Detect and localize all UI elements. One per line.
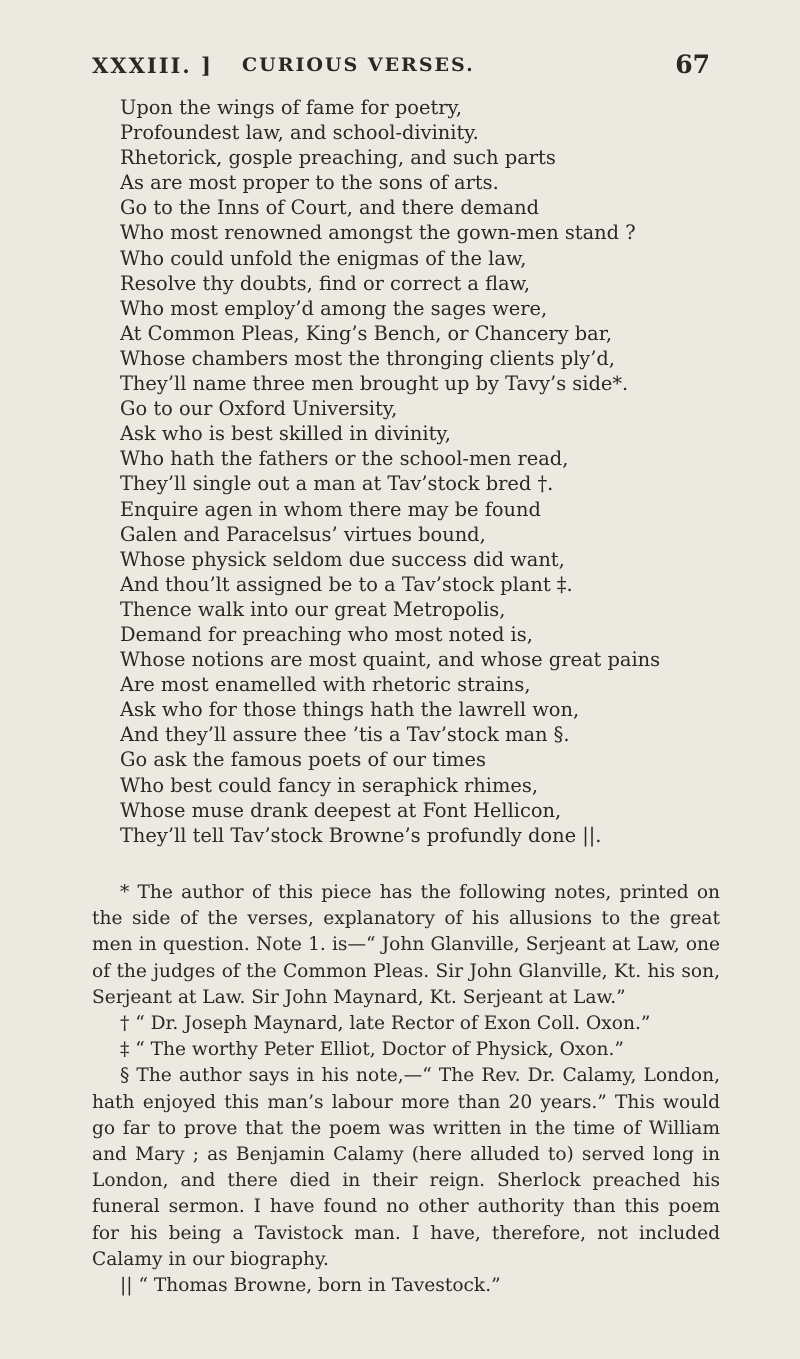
poem-line: Who most renowned amongst the gown-men stand ? [120, 221, 636, 245]
page-number: 67 [675, 50, 710, 79]
running-header [92, 50, 710, 82]
poem-line: Who best could fancy in seraphick rhimes, [120, 773, 538, 797]
poem-line: Whose notions are most quaint, and whose great pains [120, 648, 661, 672]
poem-line: Resolve thy doubts, find or correct a flaw, [120, 271, 531, 295]
poem-line: Go ask the famous poets of our times [120, 748, 486, 772]
poem-line: They’ll name three men brought up by Tavy’s side*. [120, 372, 629, 396]
poem-line: At Common Pleas, King’s Bench, or Chancery bar, [120, 321, 613, 345]
poem-line: Ask who for those things hath the lawrell won, [120, 698, 580, 722]
poem-line: And they’ll assure thee ’tis a Tav’stock man §. [120, 723, 570, 747]
chapter-number: XXXIII. ] [92, 53, 213, 78]
poem-line: Whose chambers most the thronging clients ply’d, [120, 346, 615, 370]
footnotes [92, 880, 720, 1299]
poem [120, 95, 720, 848]
poem-line: Who most employ’d among the sages were, [120, 296, 548, 320]
poem-line: As are most proper to the sons of arts. [120, 171, 499, 195]
poem-line: Ask who is best skilled in divinity, [120, 422, 451, 446]
footnote-double-dagger: ‡ “ The worthy Peter Elliot, Doctor of Physick, Oxon.” [120, 1039, 624, 1061]
poem-line: Whose physick seldom due success did want, [120, 547, 565, 571]
poem-line: Whose muse drank deepest at Font Hellicon, [120, 798, 562, 822]
poem-line: Who could unfold the enigmas of the law, [120, 246, 527, 270]
poem-line: Upon the wings of fame for poetry, [120, 96, 463, 119]
running-title: CURIOUS VERSES. [242, 54, 475, 76]
footnote-section: § The author says in his note,—“ The Rev. Dr. Calamy, London, hath enjoyed this man’s labour more than 20 years.” This would go far to prove that the poem was written in the time of William and Mary ; as Benjamin Calamy (here alluded to) served long in London, and there died in their reign. Sherlock preached his funeral sermon. I have found no other authority than this poem for his being a Tavistock man. I have, therefore, not included Calamy in our biography. [92, 1065, 720, 1270]
poem-line: Enquire agen in whom there may be found [120, 497, 541, 521]
poem-line: Rhetorick, gosple preaching, and such parts [120, 146, 556, 170]
footnote-parallel: || “ Thomas Browne, born in Tavestock.” [120, 1275, 501, 1297]
poem-line: They’ll tell Tav’stock Browne’s profundly done ||. [120, 823, 602, 847]
poem-line: Profoundest law, and school-divinity. [120, 121, 479, 145]
poem-line: Go to our Oxford University, [120, 397, 398, 421]
poem-line: They’ll single out a man at Tav’stock bred †. [120, 472, 554, 496]
poem-line: Who hath the fathers or the school-men read, [120, 447, 569, 471]
poem-line: And thou’lt assigned be to a Tav’stock plant ‡. [120, 572, 573, 596]
footnote-asterisk: * The author of this piece has the following notes, printed on the side of the verses, explanatory of his allusions to the great men in question. Note 1. is—“ John Glanville, Serjeant at Law, one of the judges of the Common Pleas. Sir John Glanville, Kt. his son, Serjeant at Law. Sir John Maynard, Kt. Serjeant at Law.” [92, 882, 720, 1008]
poem-line: Are most enamelled with rhetoric strains, [120, 673, 531, 697]
poem-line: Go to the Inns of Court, and there demand [120, 196, 540, 220]
poem-line: Thence walk into our great Metropolis, [120, 597, 506, 621]
poem-line: Galen and Paracelsus’ virtues bound, [120, 522, 486, 546]
poem-line: Demand for preaching who most noted is, [120, 622, 533, 646]
footnote-dagger: † “ Dr. Joseph Maynard, late Rector of Exon Coll. Oxon.” [120, 1013, 651, 1035]
